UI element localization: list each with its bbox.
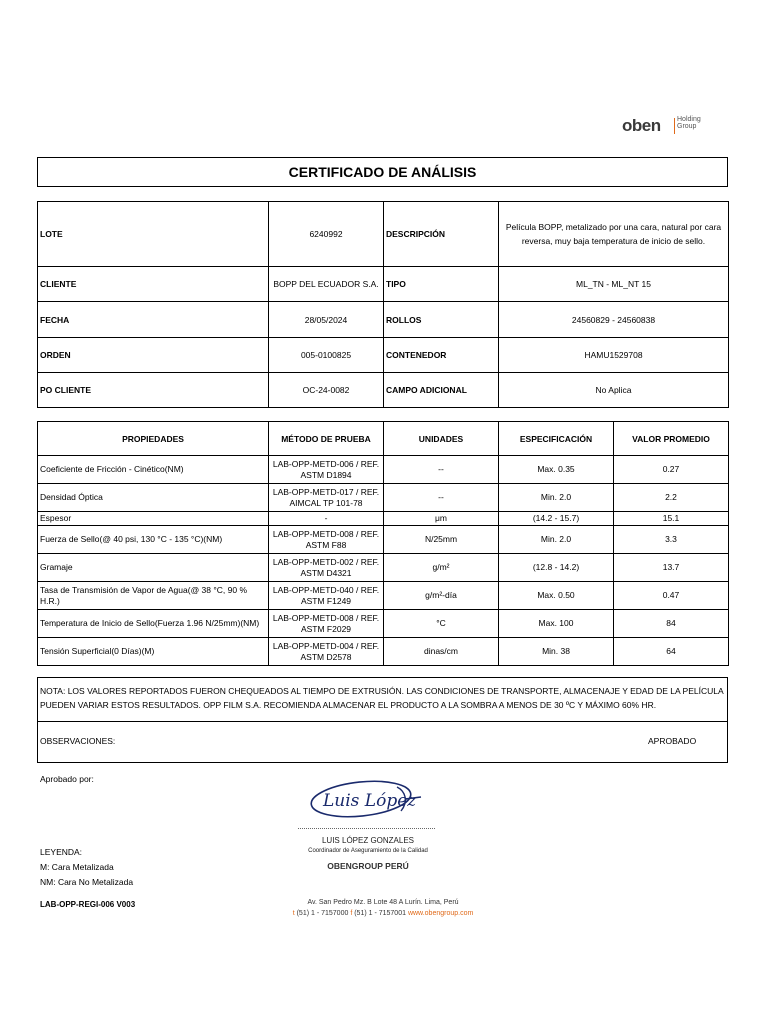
table-row [38,512,729,526]
table-row [38,638,729,666]
value-po-cliente: OC-24-0082 [269,373,384,408]
label-campo-adicional: CAMPO ADICIONAL [384,373,499,408]
property-name: Temperatura de Inicio de Sello(Fuerza 1.96 N/25mm)(NM) [38,610,269,638]
value-lote: 6240992 [269,202,384,267]
property-name: Fuerza de Sello(@ 40 psi, 130 °C - 135 °C)(NM) [38,526,269,554]
footer-fax: (51) 1 - 7157001 [354,910,406,917]
footer-contact: t (51) 1 - 7157000 f (51) 1 - 7157001 www.obengroup.com [292,910,474,917]
footer-website-link[interactable]: www.obengroup.com [407,910,474,917]
value-descripcion: Película BOPP, metalizado por una cara, natural por cara reversa, muy baja temperatura de inicio de sello. [499,202,729,267]
properties-header-row [38,422,729,456]
value-rollos: 24560829 - 24560838 [499,302,729,338]
property-unit: °C [384,610,499,638]
property-name: Espesor [38,512,269,526]
property-value: 15.1 [614,512,729,526]
property-name: Tasa de Transmisión de Vapor de Agua(@ 38 °C, 90 % H.R.) [38,582,269,610]
property-unit: dinas/cm [384,638,499,666]
signer-name: LUIS LÓPEZ GONZALES [321,836,415,845]
note-box [37,677,728,763]
property-method: LAB-OPP-METD-006 / REF. ASTM D1894 [269,456,384,484]
property-value: 13.7 [614,554,729,582]
property-spec: Max. 0.50 [499,582,614,610]
signature-image [305,777,429,823]
property-value: 84 [614,610,729,638]
label-po-cliente: PO CLIENTE [38,373,269,408]
table-row [38,484,729,512]
property-spec: (14.2 - 15.7) [499,512,614,526]
legend-title: LEYENDA: [40,847,83,857]
label-orden: ORDEN [38,338,269,373]
value-fecha: 28/05/2024 [269,302,384,338]
property-value: 0.27 [614,456,729,484]
approved-by-label: Aprobado por: [40,774,94,784]
property-spec: Max. 0.35 [499,456,614,484]
signer-role: Coordinador de Aseguramiento de la Calidad [308,848,428,854]
header-unidades: UNIDADES [384,422,499,456]
note-divider [38,721,727,722]
property-unit: N/25mm [384,526,499,554]
property-spec: Min. 38 [499,638,614,666]
value-cliente: BOPP DEL ECUADOR S.A. [269,267,384,302]
property-name: Gramaje [38,554,269,582]
property-spec: Min. 2.0 [499,484,614,512]
header-valor-promedio: VALOR PROMEDIO [614,422,729,456]
info-row-fecha [38,302,729,338]
table-row [38,610,729,638]
label-contenedor: CONTENEDOR [384,338,499,373]
legend [40,845,133,890]
footer [250,897,516,919]
property-value: 2.2 [614,484,729,512]
label-descripcion: DESCRIPCIÓN [384,202,499,267]
logo-divider [674,118,675,134]
info-row-lote [38,202,729,267]
property-method: LAB-OPP-METD-040 / REF. ASTM F1249 [269,582,384,610]
signer-company: OBENGROUP PERÚ [327,861,409,871]
property-unit: g/m²-día [384,582,499,610]
table-row [38,526,729,554]
info-row-po-cliente [38,373,729,408]
observations-value: APROBADO [648,736,697,746]
label-cliente: CLIENTE [38,267,269,302]
header-especificacion: ESPECIFICACIÓN [499,422,614,456]
property-name: Densidad Óptica [38,484,269,512]
property-method: LAB-OPP-METD-002 / REF. ASTM D4321 [269,554,384,582]
value-tipo: ML_TN - ML_NT 15 [499,267,729,302]
property-value: 64 [614,638,729,666]
property-value: 0.47 [614,582,729,610]
logo-subtext: Holding Group [677,116,701,130]
property-value: 3.3 [614,526,729,554]
svg-text:Luis López: Luis López [323,791,417,811]
property-method: - [269,512,384,526]
table-row [38,456,729,484]
value-campo-adicional: No Aplica [499,373,729,408]
property-name: Tensión Superficial(0 Días)(M) [38,638,269,666]
property-unit: μm [384,512,499,526]
footer-address: Av. San Pedro Mz. B Lote 48 A Lurín. Lima, Perú [307,899,459,906]
note-text: NOTA: LOS VALORES REPORTADOS FUERON CHEQUEADOS AL TIEMPO DE EXTRUSIÓN. LAS CONDICIONES DE TRANSPORTE, ALMACENAJE Y EDAD DE LA PELÍCULA PUEDEN VARIAR ESTOS RESULTADOS. OPP FILM S.A. RECOMIENDA ALMACENAR EL PRODUCTO A LA SOMBRA A MENOS DE 30 ºC Y MÁXIMO 60% HR. [40,686,724,710]
table-row [38,582,729,610]
company-logo [622,114,712,138]
header-propiedades: PROPIEDADES [38,422,269,456]
property-method: LAB-OPP-METD-017 / REF. AIMCAL TP 101-78 [269,484,384,512]
label-tipo: TIPO [384,267,499,302]
property-method: LAB-OPP-METD-008 / REF. ASTM F88 [269,526,384,554]
property-spec: Min. 2.0 [499,526,614,554]
property-method: LAB-OPP-METD-008 / REF. ASTM F2029 [269,610,384,638]
label-rollos: ROLLOS [384,302,499,338]
property-name: Coeficiente de Fricción - Cinético(NM) [38,456,269,484]
info-row-cliente [38,267,729,302]
document-title: CERTIFICADO DE ANÁLISIS [37,157,728,187]
property-unit: -- [384,484,499,512]
legend-line-metalizada: M: Cara Metalizada [40,862,114,872]
document-code: LAB-OPP-REGI-006 V003 [40,900,136,909]
header-metodo: MÉTODO DE PRUEBA [269,422,384,456]
label-lote: LOTE [38,202,269,267]
property-method: LAB-OPP-METD-004 / REF. ASTM D2578 [269,638,384,666]
info-table [37,201,729,408]
value-contenedor: HAMU1529708 [499,338,729,373]
property-spec: Max. 100 [499,610,614,638]
logo-wordmark: oben [622,116,661,135]
legend-line-no-metalizada: NM: Cara No Metalizada [40,877,134,887]
table-row [38,554,729,582]
label-fecha: FECHA [38,302,269,338]
signature-line [298,828,435,829]
observations-label: OBSERVACIONES: [40,736,116,746]
footer-phone: (51) 1 - 7157000 [296,910,349,917]
property-unit: g/m² [384,554,499,582]
property-unit: -- [384,456,499,484]
info-row-orden [38,338,729,373]
properties-table [37,421,729,666]
property-spec: (12.8 - 14.2) [499,554,614,582]
value-orden: 005-0100825 [269,338,384,373]
